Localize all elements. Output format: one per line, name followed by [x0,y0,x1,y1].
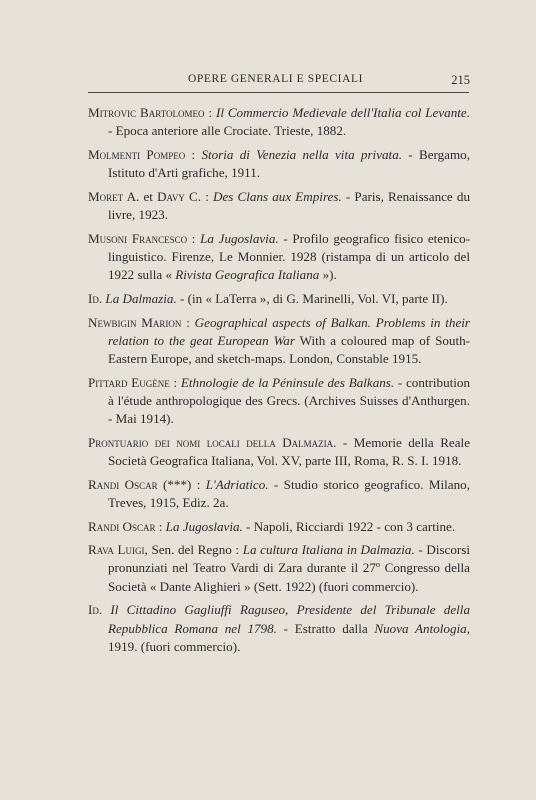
bibliography-entry [88,601,470,656]
entry-author: Randi Oscar [88,518,156,534]
entry-details: - Paris, Renaissance du livre, 1923. [108,188,470,223]
entry-details-end: , 1919. (fuori commercio). [108,620,470,654]
running-title: OPERE GENERALI E SPECIALI [188,73,364,85]
bibliography-entry [88,518,470,536]
entry-details: - Discorsi pronunziati nel Teatro Vardi di Zara durante il 27º Congresso della Società « Dante Alighieri » (Sett. 1922) (fuori commercio). [108,542,471,594]
entry-separator: : [169,374,181,390]
entry-title: Storia di Venezia nella vita privata. [201,146,403,162]
entry-author: Prontuario dei nomi locali della Dalmazia. [88,434,337,450]
entry-title: L'Adriatico. [205,476,269,492]
entry-details: - Studio storico geografico. Milano, Treves, 1915, Ediz. 2a. [108,476,470,510]
bibliography-entry [88,146,470,182]
page-number: 215 [451,73,470,87]
entry-coauthor: Davy [157,188,185,204]
entry-title: La Dalmazia. [105,290,177,306]
entry-title: La Jugoslavia. [200,230,279,246]
entry-title: Il Commercio Medievale dell'Italia col Levante. [215,105,470,120]
entry-title: Des Clans aux Empires. [213,188,342,204]
entry-journal-title: Rivista Geografica Italiana [175,267,320,283]
bibliography-entry [88,104,470,140]
entry-title: Geographical aspects of Balkan. Problems in their relation to the geat European War [108,314,470,348]
entry-title: Ethnologie de la Péninsule des Balkans. [180,374,395,390]
bibliography-entry [88,374,470,429]
entry-separator: , Sen. del Regno : [144,542,243,558]
entry-details: With a coloured map of South-Eastern Europe, and sketch-maps. London, Constable 1915. [108,332,470,366]
header-rule [88,92,469,93]
entry-title: La cultura Italiana in Dalmazia. [242,542,415,558]
entry-details: - Epoca anteriore alle Crociate. Trieste, 1882. [108,123,347,139]
bibliography-entry [88,230,470,285]
bibliography-entry [88,434,470,470]
page-header [88,73,468,89]
bibliography-entry [88,290,470,308]
entry-author: Randi Oscar [88,476,158,492]
entry-author: Mitrovic Bartolomeo [88,105,205,120]
entry-details: - (in « LaTerra », di G. Marinelli, Vol. VI, parte II). [176,290,448,306]
entry-author: Id. [88,290,103,306]
entry-separator: : [185,146,202,162]
entry-separator: : [155,518,166,534]
entry-details: - contribution à l'étude anthropologique des Grecs. (Archives Suisses d'Anthurgen. - Mai 1914). [108,374,470,427]
entry-details: - Napoli, Ricciardi 1922 - con 3 cartine. [242,518,456,534]
bibliography-entry [88,541,470,596]
entry-separator: C. : [184,188,213,204]
entry-title: La Jugoslavia. [165,518,243,534]
entry-details: - Memorie della Reale Società Geografica Italiana, Vol. XV, parte III, Roma, R. S. I. 1918. [108,434,471,468]
bibliography-entry [88,188,470,224]
entry-author: Newbigin Marion [88,314,182,330]
entry-author: Musoni Francesco [88,230,188,246]
entry-separator: (***) : [157,476,206,492]
bibliography-entry [88,314,470,369]
entry-separator: A. et [123,188,158,204]
entry-separator: : [187,230,201,246]
entry-details: - Profilo geografico fisico etenico-linguistico. Firenze, Le Monnier. 1928 (ristampa di un articolo del 1922 sulla « [108,230,470,283]
entry-author: Rava Luigi [88,542,145,558]
entry-author: Pittard Eugène [88,374,170,390]
bibliography-entry [88,476,470,512]
entry-author: Moret [88,188,124,204]
entry-title: Il Cittadino Gagliuffi Raguseo, Presidente del Tribunale della Repubblica Romana nel 1798. [108,602,470,636]
entry-details: - Bergamo, Istituto d'Arti grafiche, 1911. [108,146,470,181]
entry-journal-title: Nuova Antologia [374,620,467,636]
entry-author: Molmenti Pompeo [88,146,186,162]
entry-separator: : [181,314,195,330]
entry-details: - Estratto dalla [276,620,375,636]
entry-author: Id. [88,602,103,618]
entry-separator: : [204,105,216,120]
entry-details-end: »). [319,267,337,283]
bibliography-list [88,104,470,661]
